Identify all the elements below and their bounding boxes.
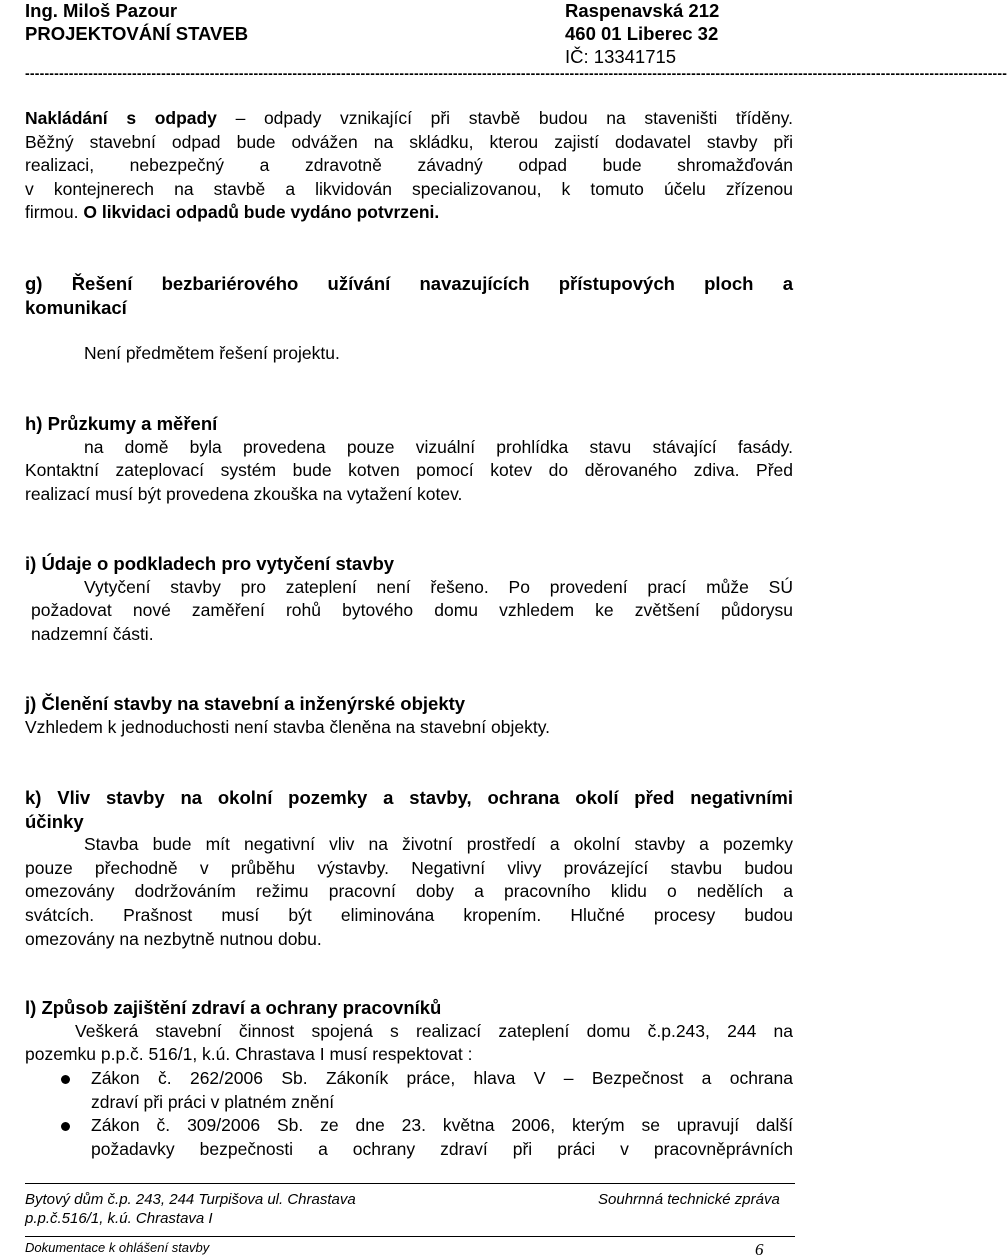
section-l-intro: pozemku p.p.č. 516/1, k.ú. Chrastava I musí respektovat :: [25, 1044, 473, 1065]
section-k-heading-cont: účinky: [25, 810, 84, 832]
section-j-heading: j) Členění stavby na stavební a inženýrské objekty: [25, 693, 466, 714]
section-g: [25, 272, 793, 319]
footer-rule: [25, 1183, 795, 1184]
section-h-heading: h) Průzkumy a měření: [25, 413, 218, 434]
section-k-line: pouze přechodně v průběhu výstavby. Negativní vlivy provázející stavbu budou: [25, 857, 793, 878]
waste-lead-bold: Nakládání s odpady: [25, 108, 217, 128]
waste-paragraph: [25, 107, 793, 225]
list-item: [25, 1067, 793, 1114]
section-g-heading-cont: komunikací: [25, 296, 127, 318]
bullet-line: Zákon č. 262/2006 Sb. Zákoník práce, hlava V – Bezpečnost a ochrana: [91, 1068, 793, 1088]
waste-lead-rest: – odpady vznikající při stavbě budou na staveništi tříděny.: [216, 108, 793, 128]
section-i: [25, 552, 793, 646]
waste-last-plain: firmou.: [25, 202, 84, 223]
section-l-bullets: [25, 1067, 793, 1161]
bullet-line: Zákon č. 309/2006 Sb. ze dne 23. května 2006, kterým se upravují další: [91, 1115, 793, 1136]
footer-project: [25, 1190, 356, 1228]
header-left: [25, 0, 248, 46]
waste-line: realizaci, nebezpečný a zdravotně závadný odpad bude shromažďován: [25, 155, 793, 176]
section-i-line: nadzemní části.: [31, 623, 154, 644]
section-j-text: Vzhledem k jednoduchosti není stavba členěna na stavební objekty.: [25, 716, 551, 737]
author-name: Ing. Miloš Pazour: [25, 0, 178, 21]
page-number: 6: [755, 1240, 764, 1259]
section-k: [25, 786, 793, 951]
section-k-line: svátcích. Prašnost musí být eliminována kropením. Hlučné procesy budou: [25, 904, 793, 925]
waste-line: Běžný stavební odpad bude odvážen na skládku, kterou zajistí dodavatel stavby při: [25, 131, 793, 152]
address-city: 460 01 Liberec 32: [565, 23, 719, 44]
footer-report-title: Souhrnná technické zpráva: [598, 1191, 780, 1208]
section-k-line: Stavba bude mít negativní vliv na životní prostředí a okolní stavby a pozemky: [84, 834, 793, 855]
waste-last: [25, 201, 793, 225]
bullet-icon: [61, 1075, 70, 1084]
section-k-line: omezovány dodržováním režimu pracovní doby a pracovního klidu o nedělích a: [25, 881, 793, 902]
waste-lead: [25, 107, 793, 131]
header-dash-rule: ----------------------------------------------------------------------------------------------------------------------------------------------------------------------------------------------------------: [25, 65, 1007, 81]
list-item: [25, 1114, 793, 1161]
waste-line: v kontejnerech na stavbě a likvidován specializovanou, k tomuto účelu zřízenou: [25, 178, 793, 199]
section-i-heading: i) Údaje o podkladech pro vytyčení stavby: [25, 553, 395, 574]
section-k-heading: k) Vliv stavby na okolní pozemky a stavby, ochrana okolí před negativními: [25, 787, 793, 808]
section-g-body: [25, 342, 793, 366]
bullet-icon: [61, 1122, 70, 1131]
section-j: [25, 692, 793, 739]
section-i-line: požadovat nové zaměření rohů bytového domu vzhledem ke zvětšení půdorysu: [31, 600, 793, 621]
section-k-line: omezovány na nezbytně nutnou dobu.: [25, 928, 322, 949]
footer-project-line: p.p.č.516/1, k.ú. Chrastava I: [25, 1210, 213, 1227]
bullet-line: požadavky bezpečnosti a ochrany zdraví při práci v pracovněprávních: [91, 1138, 793, 1159]
company-id: IČ: 13341715: [565, 46, 677, 67]
section-h: [25, 412, 793, 506]
section-l: [25, 996, 793, 1067]
section-h-line: na domě byla provedena pouze vizuální prohlídka stavu stávající fasády.: [84, 436, 793, 457]
bullet-line: zdraví při práci v platném znění: [91, 1091, 335, 1112]
header-right: [565, 0, 719, 69]
address-street: Raspenavská 212: [565, 0, 720, 21]
section-i-line: Vytyčení stavby pro zateplení není řešeno. Po provedení prací může SÚ: [84, 576, 793, 597]
footer-doc-label: Dokumentace k ohlášení stavby: [25, 1240, 210, 1255]
section-l-intro: Veškerá stavební činnost spojená s realizací zateplení domu č.p.243, 244 na: [75, 1020, 793, 1041]
author-title: PROJEKTOVÁNÍ STAVEB: [25, 23, 249, 44]
section-h-line: Kontaktní zateplovací systém bude kotven pomocí kotev do děrovaného zdiva. Před: [25, 460, 793, 481]
footer-project-line: Bytový dům č.p. 243, 244 Turpišova ul. Chrastava: [25, 1191, 356, 1208]
waste-last-bold: O likvidaci odpadů bude vydáno potvrzeni.: [83, 202, 440, 223]
section-g-heading: g) Řešení bezbariérového užívání navazujících přístupových ploch a: [25, 273, 793, 294]
section-g-text: Není předmětem řešení projektu.: [84, 343, 340, 363]
footer-rule-bottom: [25, 1236, 795, 1237]
section-h-line: realizací musí být provedena zkouška na vytažení kotev.: [25, 483, 463, 504]
section-l-heading: l) Způsob zajištění zdraví a ochrany pracovníků: [25, 997, 442, 1018]
